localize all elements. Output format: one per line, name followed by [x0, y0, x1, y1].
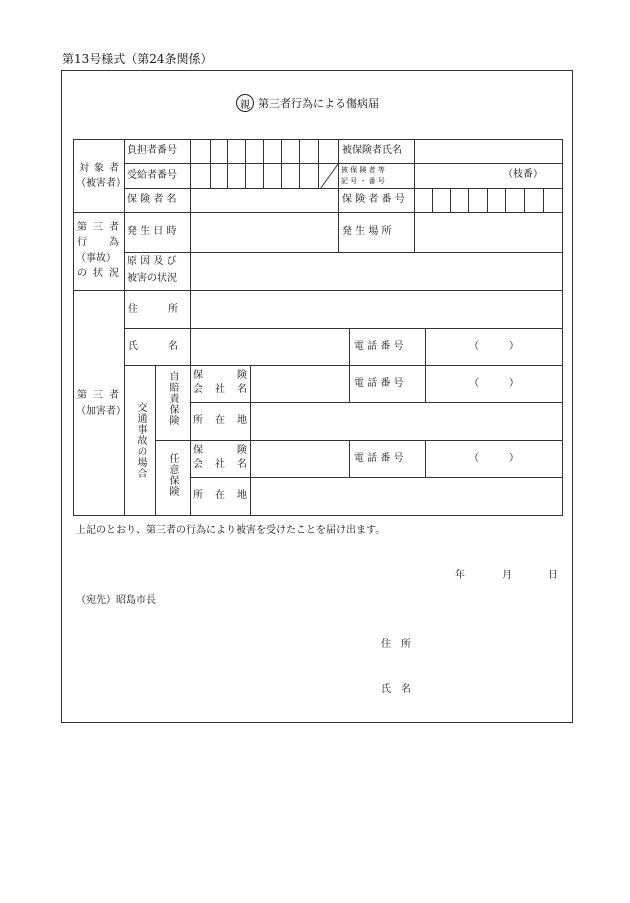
compulsory-phone-label: 電 話 番 号	[354, 378, 404, 389]
datetime-label: 発 生 日 時	[127, 226, 177, 237]
cause-label-1: 原 因 及 び	[127, 256, 177, 267]
place-label: 発 生 場 所	[342, 226, 392, 237]
compulsory-location-label: 所 在 地	[193, 415, 247, 426]
target-label-2: （被害者）	[76, 178, 126, 189]
voluntary-phone-label: 電 話 番 号	[354, 453, 404, 464]
applicant-address-label: 住 所	[381, 639, 411, 650]
payer-number-label: 負担者番号	[127, 145, 177, 156]
compulsory-phone-paren: （ ）	[469, 378, 519, 389]
year-label: 年	[455, 570, 465, 581]
declaration-text: 上記のとおり、第三者の行為により被害を受けたことを届け出ます。	[76, 525, 386, 536]
cause-label-2: 被害の状況	[127, 273, 177, 284]
voluntary-company-label-2: 会 社 名	[193, 459, 247, 470]
insurer-number-label: 保 険 者 番 号	[342, 194, 405, 205]
addressee-label: （宛先）昭島市長	[76, 595, 156, 606]
target-label-1: 対 象 者	[79, 163, 119, 174]
insured-symbol-label-1: 被 保 険 者 等	[341, 166, 385, 174]
day-label: 日	[548, 570, 558, 581]
perpetrator-label-1: 第 三 者	[77, 390, 119, 401]
perpetrator-phone-paren: （ ）	[469, 341, 519, 352]
insured-symbol-label-2: 記 号 ・ 番 号	[341, 177, 385, 185]
act-label-3: （事故）	[76, 253, 116, 264]
voluntary-location-label: 所 在 地	[193, 490, 247, 501]
month-label: 月	[502, 570, 512, 581]
voluntary-phone-paren: （ ）	[469, 453, 519, 464]
act-label-2: 行 為	[77, 237, 119, 248]
voluntary-insurance-label: 任意保険	[167, 453, 178, 497]
parent-stamp-icon: 親	[236, 94, 254, 112]
perpetrator-phone-label: 電 話 番 号	[354, 341, 404, 352]
compulsory-insurance-label: 自賠責保険	[167, 371, 178, 426]
perpetrator-name-label: 氏 名	[128, 341, 178, 352]
act-label-1: 第 三 者	[77, 222, 119, 233]
perpetrator-address-label: 住 所	[128, 304, 178, 315]
perpetrator-label-2: （加害者）	[76, 406, 126, 417]
compulsory-company-label-2: 会 社 名	[193, 384, 247, 395]
applicant-name-label: 氏 名	[381, 684, 411, 695]
recipient-number-label: 受給者番号	[127, 170, 177, 181]
insurer-name-label: 保 険 者 名	[127, 194, 177, 205]
diagonal-slash	[321, 164, 339, 189]
title-text: 第三者行為による傷病届	[258, 97, 379, 110]
act-label-4: の 状 況	[77, 268, 119, 279]
compulsory-company-label-1: 保 険	[193, 370, 247, 381]
traffic-accident-label: 交通事故の場合	[135, 402, 146, 479]
form-number: 第13号様式（第24条関係）	[62, 52, 213, 66]
branch-number-label: （枝番）	[503, 169, 543, 180]
voluntary-company-label-1: 保 険	[193, 445, 247, 456]
insured-name-label: 被保険者氏名	[342, 145, 402, 156]
